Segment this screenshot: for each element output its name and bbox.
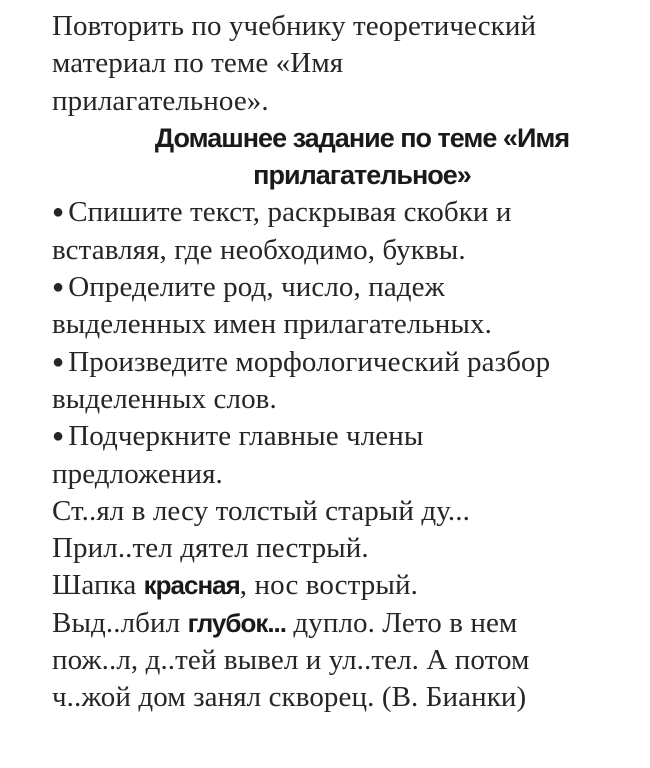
task-text: вставляя, где необходимо, буквы. xyxy=(52,233,466,266)
exercise-text-line: Ст..ял в лесу толстый старый ду... xyxy=(52,494,470,527)
exercise-text-line: Прил..тел дятел пестрый. xyxy=(52,532,369,565)
bullet-icon: ● xyxy=(52,425,65,448)
document-page xyxy=(52,8,642,717)
task-text: Определите род, число, падеж xyxy=(68,271,445,304)
intro-line: материал по теме «Имя xyxy=(52,47,344,80)
text-fragment: , нос вострый. xyxy=(239,569,418,602)
bullet-icon: ● xyxy=(52,276,65,299)
homework-heading: прилагательное» xyxy=(253,160,471,191)
highlighted-word: красная xyxy=(143,570,240,601)
task-item xyxy=(52,344,642,381)
task-text: выделенных слов. xyxy=(52,382,277,415)
intro-line: Повторить по учебнику теоретический xyxy=(52,10,537,42)
text-fragment: Выд..лбил xyxy=(52,606,188,639)
task-item xyxy=(52,269,642,306)
exercise-text-line xyxy=(52,567,642,604)
task-item xyxy=(52,418,642,455)
exercise-text-line: пож..л, д..тей вывел и ул..тел. А потом xyxy=(52,644,530,677)
task-text: предложения. xyxy=(52,457,223,490)
text-fragment: Шапка xyxy=(52,569,144,602)
task-text: выделенных имен прилагательных. xyxy=(52,308,492,341)
task-item xyxy=(52,194,642,231)
homework-heading: Домашнее задание по теме «Имя xyxy=(154,122,570,153)
task-text: Спишите текст, раскрывая скобки и xyxy=(68,196,512,229)
bullet-icon: ● xyxy=(52,350,65,373)
exercise-text-line xyxy=(52,605,642,642)
exercise-text-line: ч..жой дом занял скворец. (В. Бианки) xyxy=(52,681,527,714)
intro-line: прилагательное». xyxy=(52,84,269,117)
bullet-icon: ● xyxy=(52,201,65,224)
highlighted-word: глубок... xyxy=(187,607,287,638)
text-fragment: дупло. Лето в нем xyxy=(286,606,518,639)
task-text: Подчеркните главные члены xyxy=(68,420,424,453)
task-text: Произведите морфологический разбор xyxy=(68,345,551,378)
